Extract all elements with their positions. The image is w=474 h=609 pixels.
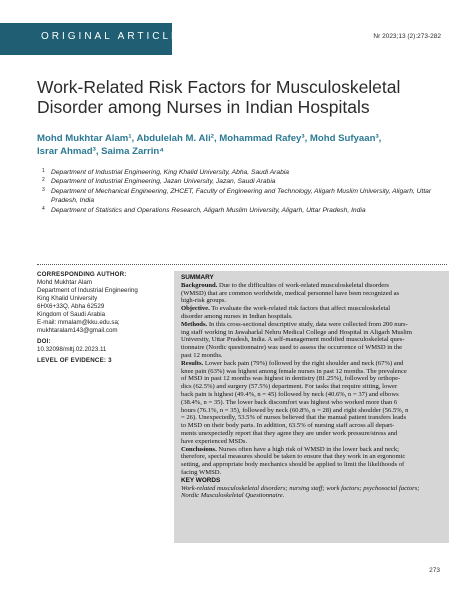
article-title [37, 77, 447, 117]
keywords-line: Work-related musculoskeletal disorders; nursing staff; work factors; psychosocial factors; [181, 484, 420, 492]
corresponding-line: 6HX6+33Q, Abha 62529 [37, 303, 105, 310]
affiliation-number: 1 [42, 168, 45, 174]
level-of-evidence: LEVEL OF EVIDENCE: 3 [37, 357, 112, 364]
author-line: Israr Ahmad³, Saima Zarrin⁴ [37, 146, 165, 157]
corresponding-email[interactable]: E-mail: mmalam@kku.edu.sa; [37, 319, 120, 326]
affiliation-number: 4 [42, 205, 45, 212]
summary-line: therefore, special measures should be taken to ensure that they work in an ergonomic [181, 453, 406, 461]
summary-line: hours (76.1%, n = 35), followed by neck (60.8%, n = 28) and right shoulder (56.5%, n [181, 406, 409, 414]
section-divider [37, 264, 447, 265]
corresponding-label: CORRESPONDING AUTHOR: [37, 271, 127, 278]
methods-label: Methods. [181, 320, 208, 328]
summary-panel [181, 274, 443, 500]
affiliation-number: 3 [42, 186, 45, 193]
summary-line: ments unexpectedly report that they agree they are under work pressure/stress and [181, 429, 398, 437]
affiliation [42, 206, 452, 215]
summary-line: past 12 months. [181, 351, 223, 359]
keywords-heading: KEY WORDS [181, 476, 221, 484]
summary-line: setting, and appropriate body mechanics should be applied to limit the likelihoods of [181, 461, 405, 469]
summary-text: In this cross-sectional descriptive study, data were collected from 200 nurs- [207, 320, 408, 328]
author-list [37, 132, 447, 158]
title-line: Work-Related Risk Factors for Musculoskeletal [37, 77, 401, 97]
affiliation [42, 168, 452, 177]
background-label: Background. [181, 281, 218, 289]
summary-text: Due to the difficulties of work-related musculoskeletal disorders [217, 281, 389, 289]
summary-line: dics (62.5%) and surgery (57.5%) department. For tasks that require sitting, lower [181, 383, 398, 391]
objective-label: Objective. [181, 305, 210, 313]
summary-line: have experienced MSDs. [181, 437, 248, 445]
corresponding-line: Kingdom of Saudi Arabia [37, 311, 106, 318]
summary-line: high-risk groups. [181, 297, 227, 305]
summary-line: (38.4%, n = 35). The lower back discomfort was highest who worked more than 6 [181, 398, 398, 406]
affiliation-number: 2 [42, 177, 45, 184]
affiliation-list [42, 168, 452, 215]
title-line: Disorder among Nurses in Indian Hospitals [37, 97, 370, 117]
section-banner [0, 23, 181, 55]
summary-line: disorder among nurses in Indian hospitals. [181, 312, 293, 320]
summary-line: of MSD in past 12 months was highest in dentistry (81.25%), followed by orthope- [181, 375, 401, 383]
summary-heading: SUMMARY [181, 274, 214, 281]
affiliation-text: Department of Industrial Engineering, Jazan University, Jazan, Saudi Arabia [51, 178, 276, 186]
summary-line: facing WMSD. [181, 468, 222, 476]
summary-line: ing staff working in Jawaharlal Nehru Medical College and Hospital in Aligarh Muslim [181, 328, 412, 336]
summary-line: tionnaire (Nordic questionnaire) was used to assess the occurrence of WMSD in the [181, 344, 403, 352]
summary-line [181, 282, 443, 290]
summary-line: University, Uttar Pradesh, India. A self-management modified musculoskeletal ques- [181, 336, 405, 344]
summary-line [181, 360, 443, 368]
summary-line: back pain is highest (49.4%, n = 45) followed by neck (40.6%, n = 37) and elbows [181, 390, 399, 398]
summary-text: Lower back pain (79%) followed by the right shoulder and neck (67%) and [203, 359, 404, 367]
affiliation [42, 177, 452, 186]
summary-line: knee pain (63%) was highest among female nurses in past 12 months. The prevalence [181, 367, 407, 375]
summary-line [181, 321, 443, 329]
keywords-line: Nordic Musculoskeletal Questionnaire. [181, 492, 285, 500]
affiliation-text: Department of Statistics and Operations Research, Aligarh Muslim University, Aligarh, Uttar Pradesh, India [51, 206, 366, 214]
results-label: Results. [181, 359, 204, 367]
summary-line: (WMSD) that are common worldwide, medical personnel have been recognized as [181, 289, 400, 297]
affiliation-text: Department of Industrial Engineering, King Khalid University, Abha, Saudi Arabia [51, 169, 290, 176]
section-label: ORIGINAL ARTICLE [41, 31, 181, 42]
page-number: 273 [429, 567, 440, 574]
corresponding-line: Department of Industrial Engineering [37, 287, 138, 294]
summary-line: to MSD on their body parts. In addition, 63.5% of nursing staff across all depart- [181, 422, 395, 430]
author-line: Mohd Mukhtar Alam¹, Abdulelah M. Ali², Mohammad Rafey³, Mohd Sufyaan³, [37, 133, 382, 144]
affiliation [42, 187, 452, 206]
summary-text: To evaluate the work-related risk factors that affect musculoskeletal [209, 305, 391, 313]
corresponding-email[interactable]: mukhtaralam143@gmail.com [37, 327, 118, 334]
conclusions-label: Conclusions. [181, 445, 217, 453]
summary-line: = 26). Unexpectedly, 53.5% of nurses believed that the manual patient transfers leads [181, 414, 407, 422]
doi-label: DOI: [37, 338, 51, 345]
summary-line [181, 446, 443, 454]
doi-value[interactable]: 10.32098/mltj.02.2023.11 [37, 346, 107, 353]
summary-line [181, 305, 443, 313]
corresponding-author-panel [37, 271, 169, 365]
summary-text: Nurses often have a high risk of WMSD in the lower back and neck; [216, 445, 399, 453]
journal-citation: Nr 2023;13 (2):273-282 [373, 33, 441, 40]
corresponding-line: Mohd Mukhtar Alam [37, 279, 93, 286]
affiliation-text: Department of Mechanical Engineering, ZHCET, Faculty of Engineering and Technology, Aligarh Muslim University, Aligarh, Uttar Pradesh, India [51, 187, 432, 205]
corresponding-line: King Khalid University [37, 295, 98, 302]
